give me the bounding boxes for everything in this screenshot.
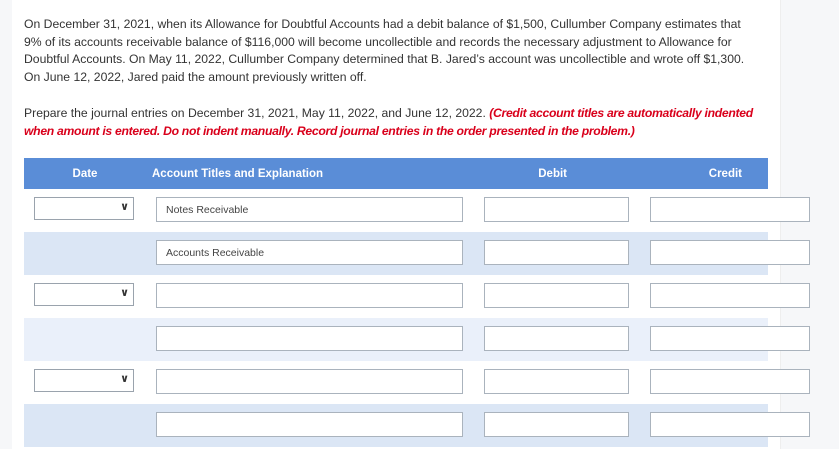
table-row	[24, 232, 768, 275]
problem-line: Doubtful Accounts. On May 11, 2022, Cullumber Company determined that B. Jared’s account was uncollectible and wrote off $1,300.	[24, 52, 745, 67]
chevron-down-icon: ∨	[120, 201, 129, 213]
date-select[interactable]	[34, 283, 134, 306]
account-title-input[interactable]	[156, 369, 463, 394]
date-select[interactable]	[34, 369, 134, 392]
debit-input[interactable]	[484, 326, 629, 351]
table-row	[24, 318, 768, 361]
date-select[interactable]	[34, 197, 134, 220]
debit-input[interactable]	[484, 412, 629, 437]
chevron-down-icon: ∨	[120, 287, 129, 299]
account-title-input[interactable]	[156, 326, 463, 351]
column-header-credit: Credit	[708, 167, 742, 180]
debit-input[interactable]	[484, 240, 629, 265]
journal-entry-table	[24, 158, 768, 447]
table-row	[24, 361, 768, 404]
credit-input[interactable]	[650, 283, 810, 308]
instructions-note: (Credit account titles are automatically indented	[489, 106, 753, 120]
chevron-down-icon: ∨	[120, 373, 129, 385]
problem-line: On June 12, 2022, Jared paid the amount previously written off.	[24, 69, 367, 84]
account-title-input[interactable]: Accounts Receivable	[156, 240, 463, 265]
debit-input[interactable]	[484, 369, 629, 394]
account-title-input[interactable]: Notes Receivable	[156, 197, 463, 222]
instructions-text: Prepare the journal entries on December 31, 2021, May 11, 2022, and June 12, 2022.	[24, 106, 490, 120]
debit-input[interactable]	[484, 197, 629, 222]
instructions	[24, 105, 774, 140]
credit-input[interactable]	[650, 197, 810, 222]
credit-input[interactable]	[650, 369, 810, 394]
credit-input[interactable]	[650, 326, 810, 351]
debit-input[interactable]	[484, 283, 629, 308]
account-title-input[interactable]	[156, 283, 463, 308]
problem-statement	[24, 16, 774, 86]
table-row	[24, 189, 768, 232]
problem-line: 9% of its accounts receivable balance of $116,000 will become uncollectible and records the necessary adjustment to Allowance for	[24, 34, 732, 49]
table-row	[24, 275, 768, 318]
column-header-account: Account Titles and Explanation	[152, 167, 324, 180]
table-header	[24, 158, 768, 189]
instructions-note: when amount is entered. Do not indent manually. Record journal entries in the order presented in the problem.)	[24, 123, 635, 138]
table-row	[24, 404, 768, 447]
problem-line: On December 31, 2021, when its Allowance for Doubtful Accounts had a debit balance of $1,500, Cullumber Company estimates that	[24, 17, 741, 31]
credit-input[interactable]	[650, 240, 810, 265]
credit-input[interactable]	[650, 412, 810, 437]
column-header-date: Date	[72, 167, 98, 180]
column-header-debit: Debit	[538, 167, 567, 180]
account-title-input[interactable]	[156, 412, 463, 437]
